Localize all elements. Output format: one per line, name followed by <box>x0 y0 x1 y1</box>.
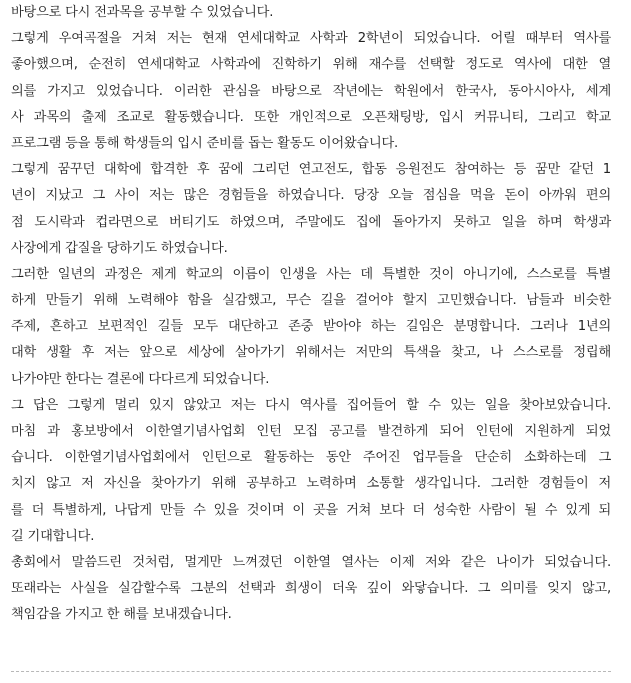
text-line: 사 과목의 출제 조교로 활동했습니다. 또한 개인적으로 오픈채팅방, 입시 커뮤니티, 그리고 학교 <box>11 109 611 125</box>
text-line: 총회에서 말씀드린 것처럼, 멀게만 느껴졌던 이한열 열사는 이제 저와 같은 나이가 되었습니다. <box>11 554 611 570</box>
text-line: 그렇게 꿈꾸던 대학에 합격한 후 꿈에 그리던 연고전도, 합동 응원전도 참여하는 등 꿈만 같던 1 <box>11 162 611 178</box>
text-line: 를 더 특별하게, 나답게 만들 수 있을 것이며 이 곳을 거쳐 보다 더 성숙한 사람이 될 수 있게 되 <box>11 502 611 518</box>
text-line: 길 기대합니다. <box>11 528 95 544</box>
dashed-divider <box>11 671 611 672</box>
text-line: 주제, 흔하고 보편적인 길들 모두 대단하고 존중 받아야 하는 길임은 분명합니다. 그러나 1년의 <box>11 319 611 335</box>
text-line: 년이 지났고 그 사이 저는 많은 경험들을 하였습니다. 당장 오늘 점심을 먹을 돈이 아까워 편의 <box>11 188 611 204</box>
text-line: 점 도시락과 컵라면으로 버티기도 하였으며, 주말에도 집에 돌아가지 못하고 일을 하며 학생과 <box>11 214 611 230</box>
text-line: 그러한 일년의 과정은 제게 학교의 이름이 인생을 사는 데 특별한 것이 아니기에, 스스로를 특별 <box>11 266 611 282</box>
text-line: 치지 않고 저 자신을 찾아가기 위해 공부하고 노력하며 소통할 생각입니다. 그러한 경험들이 저 <box>11 476 611 492</box>
text-line: 대학 생활 후 저는 앞으로 세상에 살아가기 위해서는 저만의 특색을 찾고, 나 스스로를 정립해 <box>11 345 611 361</box>
text-line: 마침 과 홍보방에서 이한열기념사업회 인턴 모집 공고를 발견하게 되어 인턴에 지원하게 되었 <box>11 424 611 439</box>
text-line: 책임감을 가지고 한 해를 보내겠습니다. <box>11 607 232 623</box>
text-line: 프로그램 등을 통해 학생들의 입시 준비를 돕는 활동도 이어왔습니다. <box>11 135 399 151</box>
text-line: 바탕으로 다시 전과목을 공부할 수 있었습니다. <box>11 5 274 20</box>
text-line: 사장에게 갑질을 당하기도 하였습니다. <box>11 240 228 256</box>
text-line: 하게 만들기 위해 노력해야 함을 실감했고, 무슨 길을 걸어야 할지 고민했습니다. 남들과 비슷한 <box>11 293 611 309</box>
document-body <box>11 0 611 629</box>
text-line: 또래라는 사실을 실감할수록 그분의 선택과 희생이 더욱 깊이 와닿습니다. 그 의미를 잊지 않고, <box>11 581 611 597</box>
text-line: 그렇게 우여곡절을 거쳐 저는 현재 연세대학교 사학과 2학년이 되었습니다. 어릴 때부터 역사를 <box>11 31 611 47</box>
text-line: 습니다. 이한열기념사업회에서 인턴으로 활동하는 동안 주어진 업무들을 단순히 소화하는데 그 <box>11 450 611 466</box>
text-line: 의를 가지고 있었습니다. 이러한 관심을 바탕으로 작년에는 학원에서 한국사, 동아시아사, 세계 <box>11 83 611 99</box>
text-line: 그 답은 그렇게 멀리 있지 않았고 저는 다시 역사를 집어들어 할 수 있는 일을 찾아보았습니다. <box>11 397 611 413</box>
text-line: 나가야만 한다는 결론에 다다르게 되었습니다. <box>11 371 270 387</box>
text-line: 좋아했으며, 순전히 연세대학교 사학과에 진학하기 위해 재수를 선택할 정도로 역사에 대한 열 <box>11 57 611 73</box>
